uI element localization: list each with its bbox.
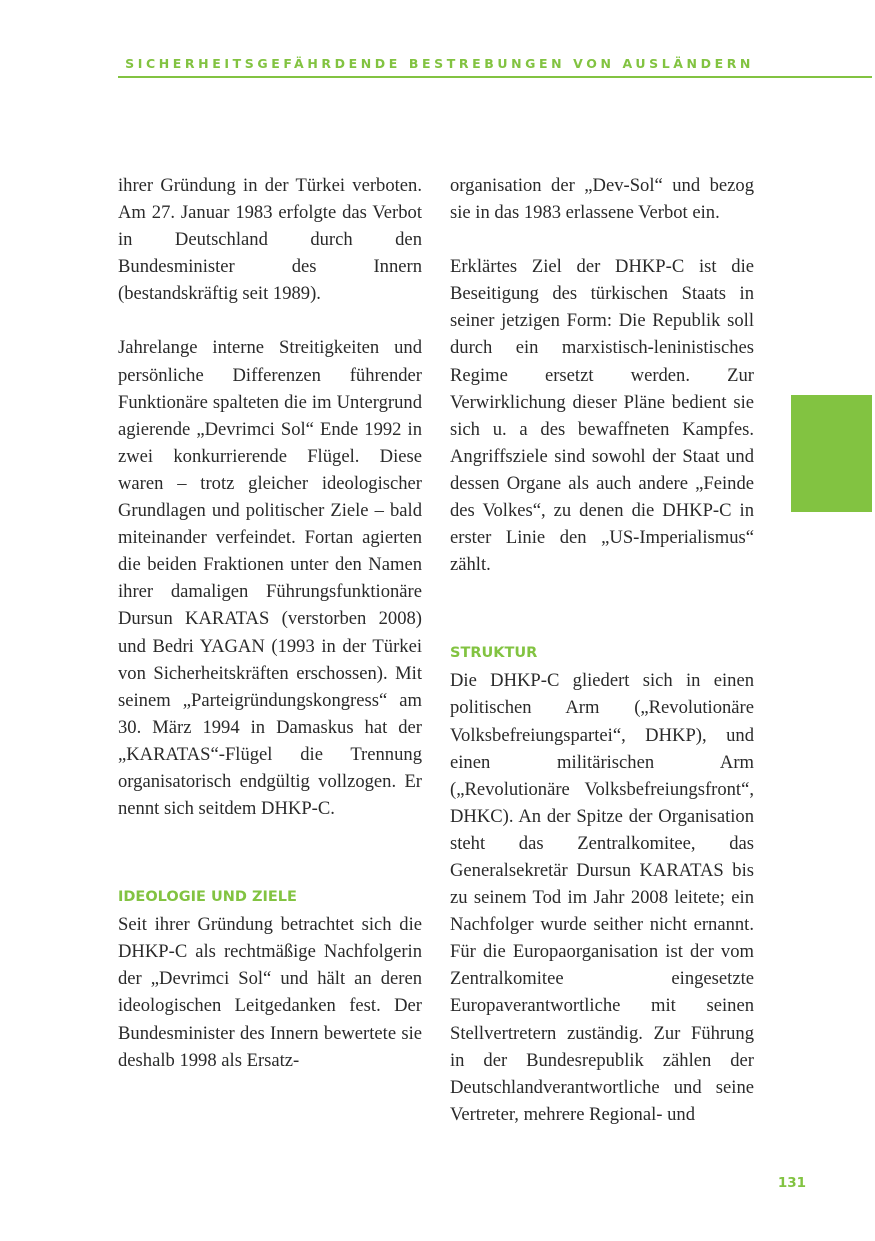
header-rule: [118, 76, 872, 78]
heading-ideologie-und-ziele: IDEOLOGIE UND ZIELE: [118, 889, 297, 906]
paragraph-left-2: Jahrelange interne Streitigkeiten und persönliche Differenzen führender Funktionäre spalteten die im Untergrund agierende „Devrimci Sol“ Ende 1992 in zwei konkurrierende Flügel. Diese waren – trotz gleicher ideologischer Grundlagen und politischer Ziele – bald miteinander verfeindet. Fortan agierten die beiden Fraktionen unter den Namen ihrer damaligen Führungsfunktionäre Dursun KARATAS (verstorben 2008) und Bedri YAGAN (1993 in der Türkei von Sicherheitskräften erschossen). Mit seinem „Parteigründungskongress“ am 30. März 1994 in Damaskus hat der „KARATAS“-Flügel die Trennung organisatorisch endgültig vollzogen. Er nennt sich seitdem DHKP-C.: [118, 337, 422, 820]
paragraph-left-1: ihrer Gründung in der Türkei verboten. Am 27. Januar 1983 erfolgte das Verbot in Deutschland durch den Bundesminister des Innern (bestandskräftig seit 1989).: [118, 175, 422, 305]
right-column: [450, 172, 754, 1128]
section-spacer: [450, 613, 754, 640]
page-number: 131: [777, 1175, 806, 1191]
left-column: [118, 172, 422, 1074]
paragraph-right-1: organisation der „Dev-Sol“ und bezog sie in das 1983 erlassene Verbot ein.: [450, 175, 754, 224]
heading-struktur: STRUKTUR: [450, 645, 538, 662]
paragraph-right-3: Die DHKP-C gliedert sich in einen politischen Arm („Revolutionäre Volksbefreiungspartei“, DHKP), und einen militärischen Arm („Revolutionäre Volksbefreiungsfront“, DHKC). An der Spitze der Organisation steht das Zentralkomitee, das Generalsekretär Dursun KARATAS bis zu seinem Tod im Jahr 2008 leitete; ein Nachfolger wurde seither nicht ernannt. Für die Europaorganisation ist der vom Zentralkomitee eingesetzte Europaverantwortliche mit seinen Stellvertretern zuständig. Zur Führung in der Bundesrepublik zählen der Deutschlandverantwortliche und seine Vertreter, mehrere Regional- und: [450, 670, 754, 1125]
paragraph-right-2: Erklärtes Ziel der DHKP-C ist die Beseitigung des türkischen Staats in seiner jetzigen Form: Die Republik soll durch ein marxistisch-leninistisches Regime ersetzt werden. Zur Verwirklichung dieser Pläne bedient sie sich u. a des bewaffneten Kampfes. Angriffsziele sind sowohl der Staat und dessen Organe als auch andere „Feinde des Volkes“, zu denen die DHKP-C in erster Linie den „US-Imperialismus“ zählt.: [450, 256, 754, 576]
section-spacer: [118, 822, 422, 857]
section-spacer: [118, 857, 422, 884]
paragraph-left-3: Seit ihrer Gründung betrachtet sich die DHKP-C als rechtmäßige Nachfolgerin der „Devrimci Sol“ und hält an deren ideologischen Leitgedanken fest. Der Bundesminister des Innern bewertete sie deshalb 1998 als Ersatz-: [118, 914, 422, 1071]
section-spacer: [450, 578, 754, 613]
chapter-tab-marker: [791, 395, 872, 512]
running-head: SICHERHEITSGEFÄHRDENDE BESTREBUNGEN VON AUSLÄNDERN: [125, 56, 754, 71]
